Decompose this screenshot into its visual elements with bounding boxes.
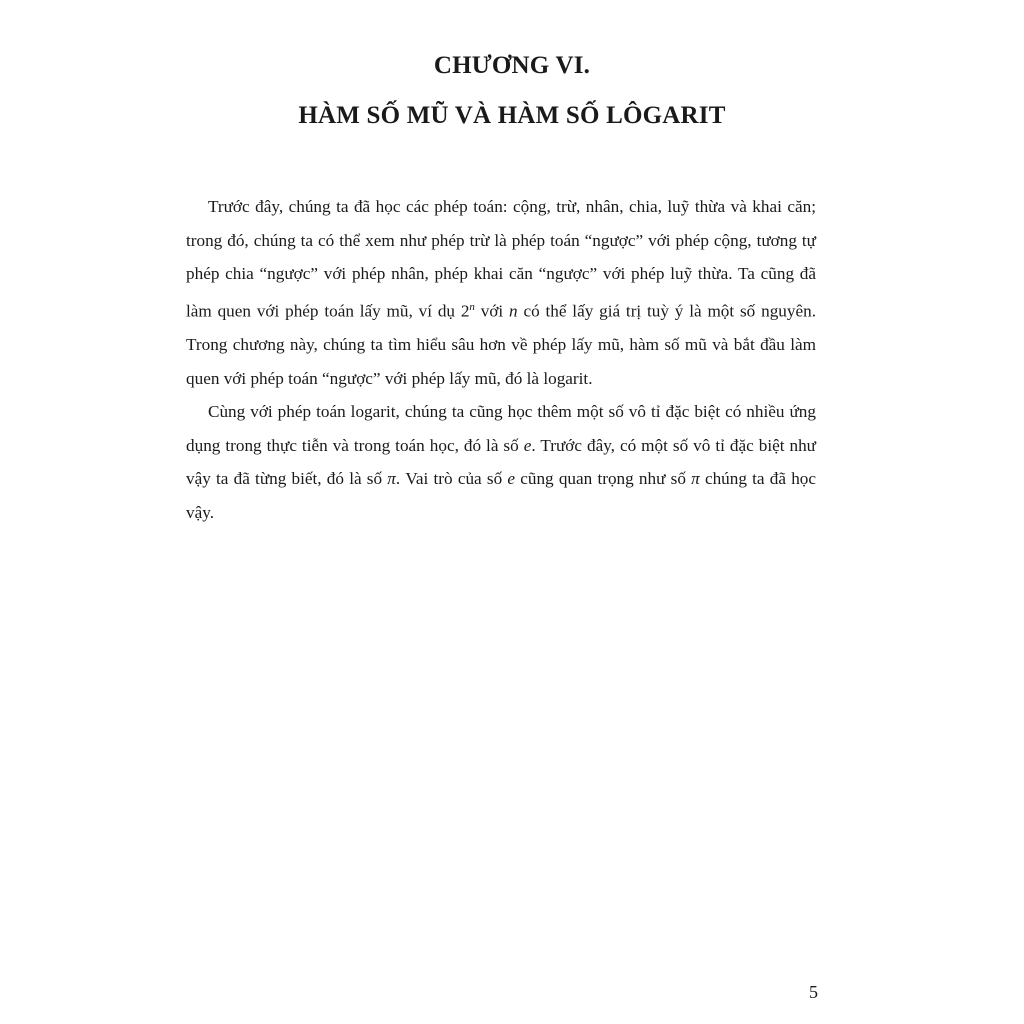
intro-paragraph-1 xyxy=(186,190,816,395)
math-variable: π xyxy=(387,469,396,489)
chapter-intro xyxy=(186,190,816,530)
text-segment: có thể lấy giá trị tuỳ ý là một số nguyên. Trong chương này, chúng ta tìm hiểu sâu hơn về phép lấy mũ, hàm số mũ và bắt đầu làm quen với phép toán “ngược” với phép lấy mũ, đó là logarit. xyxy=(186,301,816,388)
math-variable: e xyxy=(507,469,516,489)
math-base: 2 xyxy=(460,301,470,321)
intro-paragraph-2 xyxy=(186,395,816,529)
text-segment: . Trước đây, có một số vô tỉ đặc biệt như vậy ta đã từng biết, đó là số xyxy=(186,435,816,489)
text-segment: với xyxy=(474,301,510,321)
text-segment: chúng ta đã học vậy. xyxy=(186,469,817,523)
text-segment: cũng quan trọng như số xyxy=(515,469,692,489)
page-number: 5 xyxy=(809,982,818,1002)
math-variable: π xyxy=(691,469,700,489)
math-exponent: n xyxy=(469,300,475,313)
chapter-number: CHƯƠNG VI. xyxy=(433,52,591,79)
text-segment: Trước đây, chúng ta đã học các phép toán: cộng, trừ, nhân, chia, luỹ thừa và khai căn; trong đó, chúng ta có thể xem như phép trừ là phép toán “ngược” với phép cộng, tương tự phép chia “ngược” với phép nhân, phép khai căn “ngược” với phép luỹ thừa. Ta cũng đã làm quen với phép toán lấy mũ, ví dụ xyxy=(186,197,816,321)
chapter-title: HÀM SỐ MŨ VÀ HÀM SỐ LÔGARIT xyxy=(298,102,726,129)
math-variable: e xyxy=(523,435,532,455)
text-segment: Cùng với phép toán logarit, chúng ta cũng học thêm một số vô tỉ đặc biệt có nhiều ứng dụng trong thực tiễn và trong toán học, đó là số xyxy=(186,402,816,455)
text-segment: . Vai trò của số xyxy=(395,469,508,489)
math-variable: n xyxy=(509,301,518,321)
